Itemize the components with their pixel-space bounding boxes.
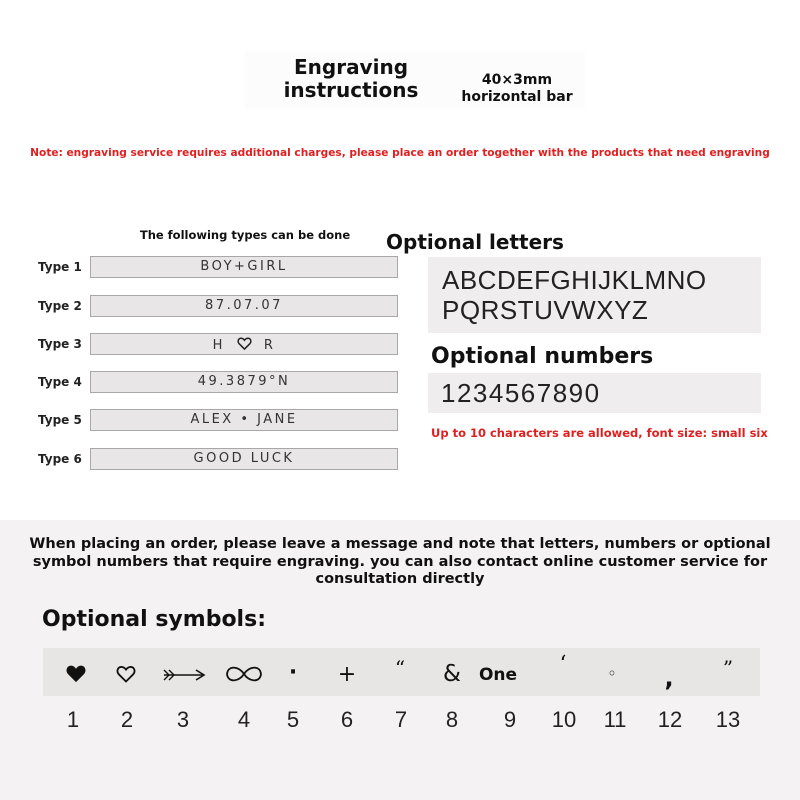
symbol-number: 6	[340, 707, 354, 732]
symbol-plus: +	[337, 662, 357, 687]
heart-outline-icon	[237, 334, 252, 354]
infinity-icon	[218, 663, 270, 690]
engraving-letter: H	[212, 338, 225, 353]
engraving-bar: ALEX • JANE	[90, 409, 398, 431]
type-label: Type 3	[38, 337, 82, 351]
engraving-bar: GOOD LUCK	[90, 448, 398, 470]
symbol-number: 2	[120, 707, 134, 732]
symbol-small-circle: ◦	[607, 664, 617, 683]
type-row-5	[38, 409, 400, 433]
symbol-one: One	[478, 665, 518, 685]
heart-filled-icon	[50, 664, 102, 688]
symbol-number: 7	[394, 707, 408, 732]
numbers-box: 1234567890	[428, 373, 761, 413]
symbol-number: 3	[176, 707, 190, 732]
order-instructions: When placing an order, please leave a message and note that letters, numbers or optional symbol numbers that require engraving. you can also contact online customer service for consultation directly	[29, 536, 771, 587]
type-row-2	[38, 295, 400, 319]
type-label: Type 6	[38, 452, 82, 466]
engraving-bar: 87.07.07	[90, 295, 398, 317]
type-row-6	[38, 448, 400, 472]
type-label: Type 5	[38, 413, 82, 427]
letters-box	[428, 257, 761, 333]
engraving-bar: 49.3879°N	[90, 371, 398, 393]
symbol-number: 11	[603, 707, 627, 732]
type-label: Type 2	[38, 299, 82, 313]
symbol-number: 10	[551, 707, 577, 732]
engraving-bar	[90, 333, 398, 355]
type-row-4	[38, 371, 400, 395]
letters-line: PQRSTUVWXYZ	[442, 295, 649, 325]
symbol-dot: ·	[288, 660, 298, 685]
arrow-icon	[158, 667, 210, 688]
types-heading: The following types can be done	[139, 228, 351, 242]
letters-heading: Optional letters	[386, 230, 564, 254]
engraving-bar: BOY+GIRL	[90, 256, 398, 278]
symbol-number: 1	[66, 707, 80, 732]
engraving-letter: R	[263, 338, 276, 353]
symbols-heading: Optional symbols:	[42, 607, 266, 632]
type-label: Type 4	[38, 375, 82, 389]
page-title: Engraving instructions	[283, 55, 419, 102]
numbers-heading: Optional numbers	[431, 344, 654, 369]
heart-outline-icon	[100, 665, 152, 688]
type-row-1	[38, 256, 400, 280]
type-row-3	[38, 333, 400, 357]
symbol-number: 9	[503, 707, 517, 732]
symbol-number: 12	[657, 707, 683, 732]
charge-note: Note: engraving service requires additional charges, please place an order together with the products that need engraving	[30, 147, 770, 159]
bar-spec: 40×3mm horizontal bar	[461, 72, 573, 105]
symbol-number: 13	[715, 707, 741, 732]
letters-line: ABCDEFGHIJKLMNO	[442, 265, 707, 295]
symbol-number: 8	[445, 707, 459, 732]
symbol-open-quote: “	[394, 656, 406, 680]
char-limit-note: Up to 10 characters are allowed, font size: small six	[431, 426, 768, 440]
type-label: Type 1	[38, 260, 82, 274]
symbol-number: 4	[237, 707, 251, 732]
symbol-comma: ,	[664, 664, 674, 692]
symbol-ampersand: &	[443, 661, 461, 687]
symbol-single-quote: ‘	[559, 652, 567, 677]
symbol-close-quote: ”	[722, 656, 734, 680]
symbol-number: 5	[286, 707, 300, 732]
